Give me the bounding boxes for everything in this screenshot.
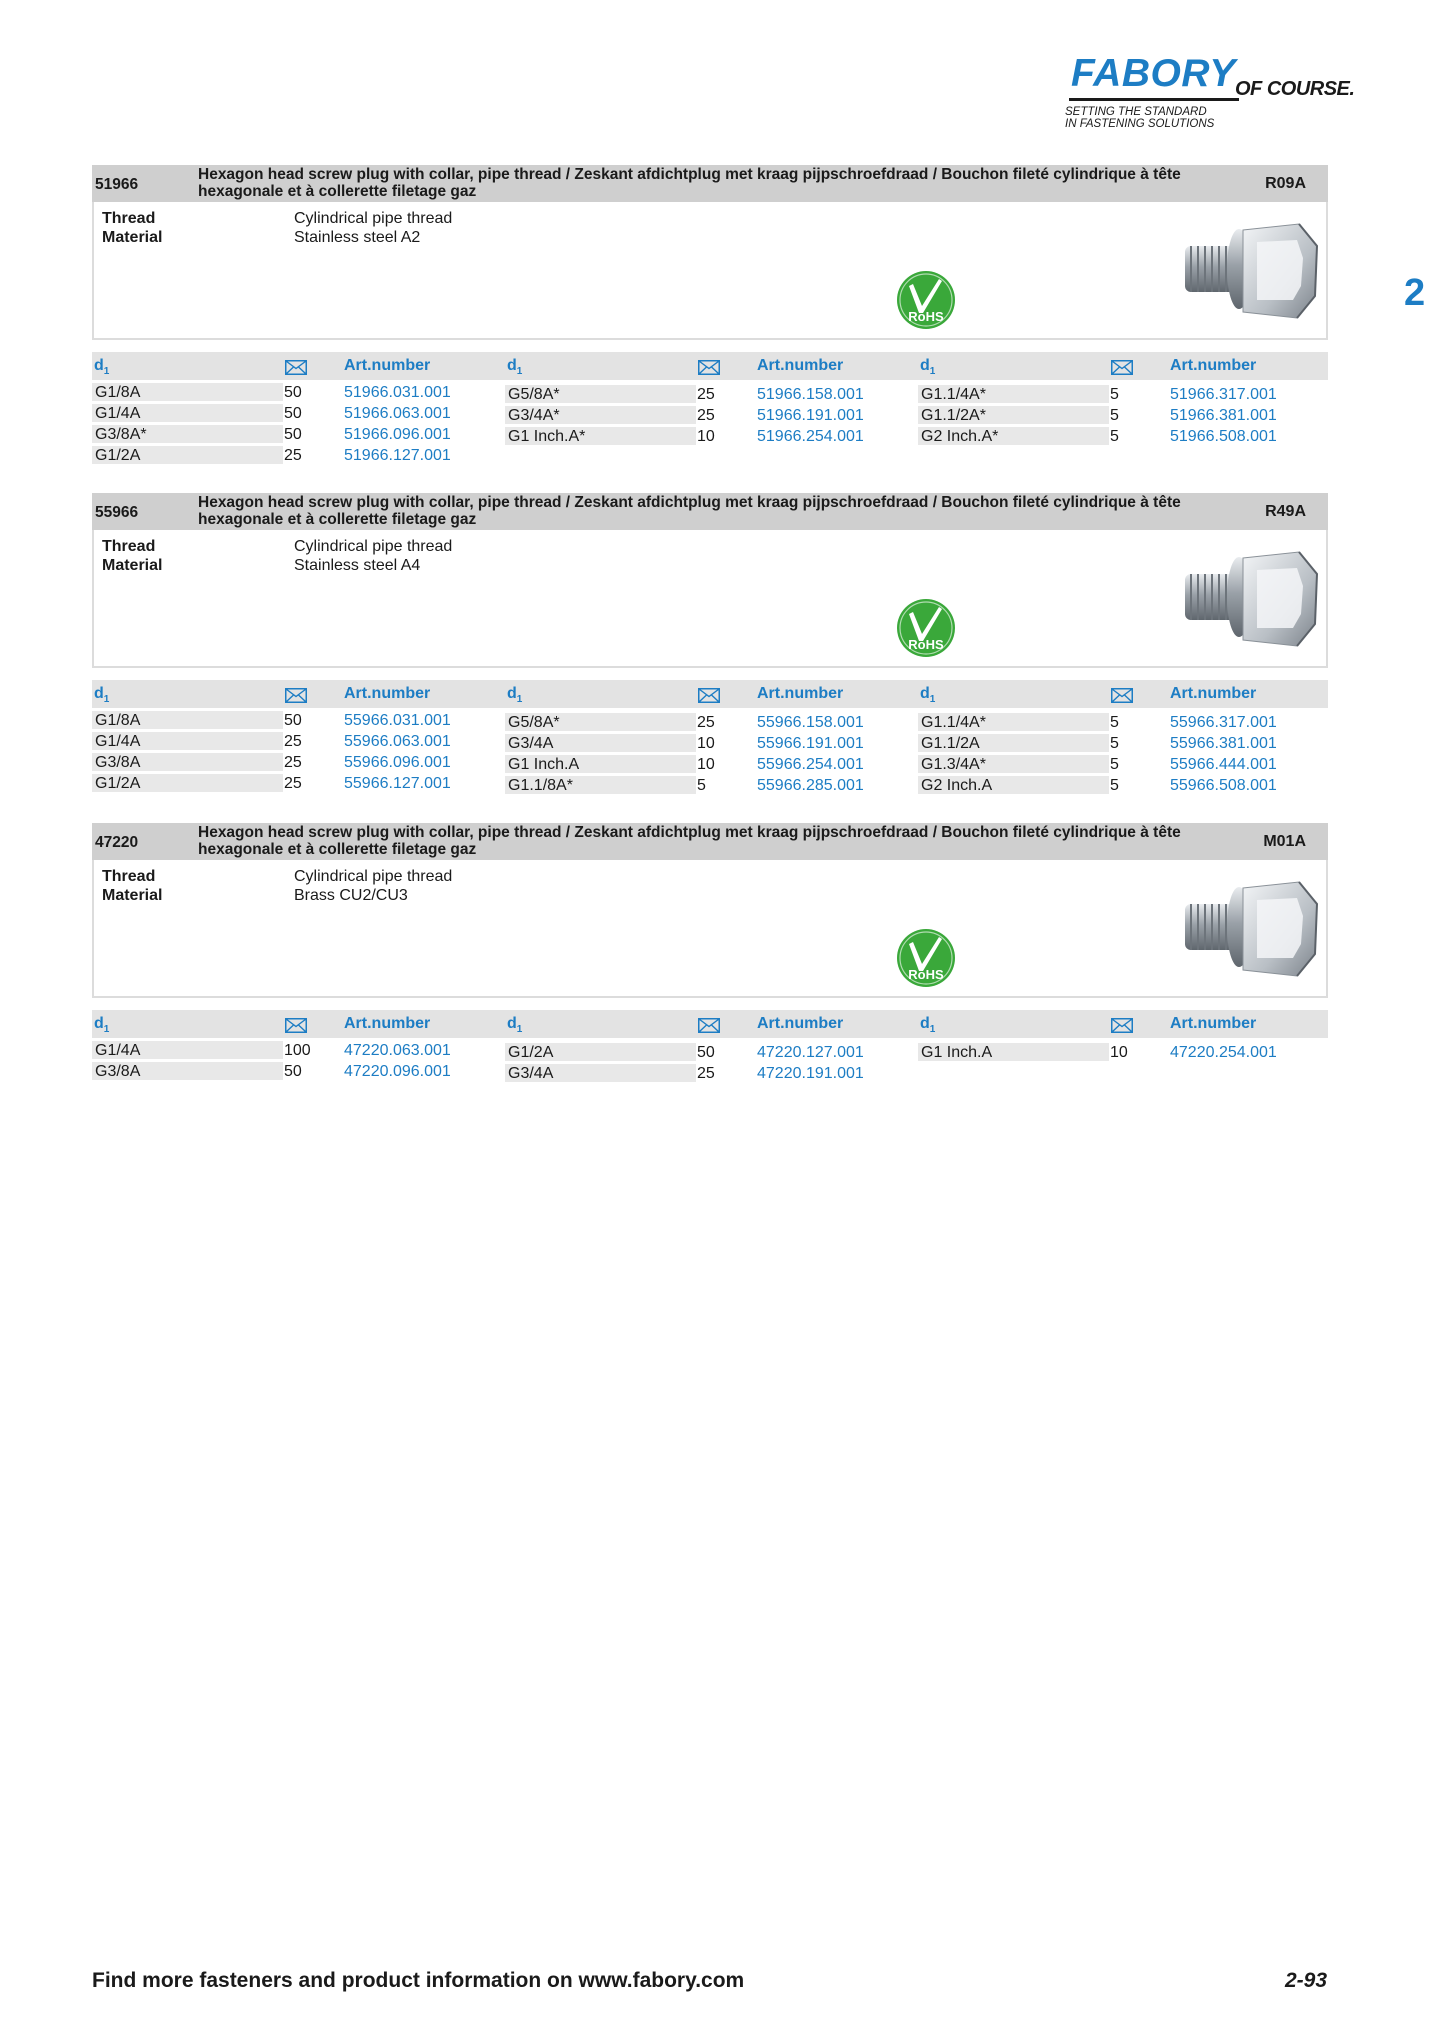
logo-underline [1069,98,1239,101]
col-header-art-number: Art.number [344,1015,431,1032]
table-header [92,1010,1328,1038]
envelope-icon [1111,360,1133,375]
cell-quantity: 5 [1110,735,1119,752]
cell-quantity: 5 [697,777,706,794]
cell-quantity: 25 [284,733,302,750]
cell-art-number[interactable]: 55966.381.001 [1170,735,1277,752]
cell-art-number[interactable]: 55966.508.001 [1170,777,1277,794]
d-label: d [507,1015,517,1032]
cell-art-number[interactable]: 55966.031.001 [344,712,451,729]
d-subscript: 1 [103,366,110,378]
cell-diameter: G2 Inch.A [918,776,1109,794]
cell-diameter: G1.1/4A* [918,713,1109,731]
cell-quantity: 50 [284,1063,302,1080]
spec-key: Material [102,229,163,246]
col-header-d1 [94,685,109,705]
col-header-d1 [920,1015,935,1035]
cell-art-number[interactable]: 55966.096.001 [344,754,451,771]
cell-quantity: 10 [697,735,715,752]
d-label: d [920,357,930,374]
spec-key: Material [102,887,163,904]
cell-quantity: 5 [1110,428,1119,445]
d-label: d [507,357,517,374]
spec-value: Stainless steel A2 [294,229,421,246]
article-table [92,1010,1328,1110]
screw-plug-image [1181,216,1321,326]
rohs-icon [896,928,956,988]
product-grade: M01A [1263,833,1306,850]
cell-diameter: G1/8A [92,383,283,401]
product-section-51966 [92,165,1328,464]
logo-slogan: OF COURSE. [1235,78,1355,100]
col-header-d1 [920,685,935,705]
cell-diameter: G3/4A [505,734,696,752]
cell-quantity: 25 [697,386,715,403]
d-subscript: 1 [103,694,110,706]
cell-diameter: G2 Inch.A* [918,427,1109,445]
article-table [92,680,1328,794]
cell-art-number[interactable]: 51966.031.001 [344,384,451,401]
logo-tagline-1: SETTING THE STANDARD [1065,106,1207,118]
cell-art-number[interactable]: 51966.096.001 [344,426,451,443]
product-section-47220 [92,823,1328,1110]
table-header [92,352,1328,380]
product-title: Hexagon head screw plug with collar, pipe thread / Zeskant afdichtplug met kraag pijpschroefdraad / Bouchon fileté cylindrique à tête hexagonale et à collerette filetage gaz [198,166,1181,200]
cell-diameter: G3/4A [505,1064,696,1082]
table-header [92,680,1328,708]
cell-art-number[interactable]: 55966.317.001 [1170,714,1277,731]
spec-key: Thread [102,210,156,227]
cell-diameter: G1.1/2A [918,734,1109,752]
cell-quantity: 25 [697,1065,715,1082]
envelope-icon [1111,688,1133,703]
section-header [92,493,1328,530]
col-header-art-number: Art.number [1170,685,1257,702]
col-header-art-number: Art.number [344,357,431,374]
cell-quantity: 5 [1110,777,1119,794]
cell-diameter: G1/4A [92,732,283,750]
col-header-art-number: Art.number [757,685,844,702]
cell-art-number[interactable]: 51966.158.001 [757,386,864,403]
spec-key: Material [102,557,163,574]
d-label: d [920,685,930,702]
product-grade: R49A [1265,503,1306,520]
col-header-d1 [507,1015,522,1035]
rohs-label: RoHS [908,967,944,982]
rohs-icon [896,270,956,330]
article-table [92,352,1328,464]
spec-value: Cylindrical pipe thread [294,210,453,227]
cell-art-number[interactable]: 55966.191.001 [757,735,864,752]
cell-quantity: 5 [1110,386,1119,403]
spec-key: Thread [102,538,156,555]
screw-plug-image [1181,874,1321,984]
cell-quantity: 10 [697,756,715,773]
cell-quantity: 5 [1110,407,1119,424]
col-header-art-number: Art.number [757,357,844,374]
d-subscript: 1 [929,694,936,706]
spec-box [92,860,1328,998]
cell-diameter: G1/4A [92,1041,283,1059]
cell-diameter: G1/2A [505,1043,696,1061]
cell-diameter: G1 Inch.A [918,1043,1109,1061]
fabory-logo [1063,52,1363,132]
rohs-label: RoHS [908,309,944,324]
cell-diameter: G1.3/4A* [918,755,1109,773]
spec-box [92,202,1328,340]
cell-art-number[interactable]: 55966.158.001 [757,714,864,731]
d-subscript: 1 [929,1024,936,1036]
d-subscript: 1 [516,694,523,706]
cell-diameter: G1/4A [92,404,283,422]
cell-diameter: G5/8A* [505,385,696,403]
cell-diameter: G1/2A [92,774,283,792]
cell-art-number[interactable]: 51966.317.001 [1170,386,1277,403]
rohs-label: RoHS [908,637,944,652]
product-code[interactable]: 47220 [95,834,139,851]
envelope-icon [285,360,307,375]
product-code[interactable]: 55966 [95,504,139,521]
col-header-d1 [507,685,522,705]
logo-tagline [1065,106,1214,130]
col-header-d1 [94,1015,109,1035]
cell-art-number[interactable]: 51966.508.001 [1170,428,1277,445]
cell-art-number[interactable]: 47220.191.001 [757,1065,864,1082]
d-subscript: 1 [929,366,936,378]
cell-quantity: 10 [697,428,715,445]
section-header [92,165,1328,202]
cell-diameter: G1.1/2A* [918,406,1109,424]
rohs-icon [896,598,956,658]
cell-quantity: 50 [284,384,302,401]
envelope-icon [698,1018,720,1033]
spec-key: Thread [102,868,156,885]
cell-quantity: 25 [284,447,302,464]
cell-art-number[interactable]: 47220.254.001 [1170,1044,1277,1061]
section-header [92,823,1328,860]
cell-art-number[interactable]: 47220.063.001 [344,1042,451,1059]
spec-box [92,530,1328,668]
cell-art-number[interactable]: 55966.063.001 [344,733,451,750]
cell-art-number[interactable]: 51966.254.001 [757,428,864,445]
cell-diameter: G1/8A [92,711,283,729]
screw-plug-image [1181,544,1321,654]
d-label: d [94,685,104,702]
cell-quantity: 5 [1110,756,1119,773]
col-header-d1 [507,357,522,377]
footer-text[interactable]: Find more fasteners and product information on www.fabory.com [92,1969,745,1992]
envelope-icon [1111,1018,1133,1033]
d-subscript: 1 [516,366,523,378]
envelope-icon [698,360,720,375]
product-code[interactable]: 51966 [95,176,139,193]
cell-quantity: 50 [284,426,302,443]
spec-value: Stainless steel A4 [294,557,421,574]
cell-art-number[interactable]: 51966.381.001 [1170,407,1277,424]
cell-quantity: 100 [284,1042,311,1059]
col-header-art-number: Art.number [1170,357,1257,374]
page-number: 2-93 [1285,1969,1328,1992]
envelope-icon [285,688,307,703]
d-subscript: 1 [516,1024,523,1036]
d-label: d [507,685,517,702]
product-title: Hexagon head screw plug with collar, pipe thread / Zeskant afdichtplug met kraag pijpschroefdraad / Bouchon fileté cylindrique à tête hexagonale et à collerette filetage gaz [198,494,1181,528]
spec-value: Brass CU2/CU3 [294,887,408,904]
cell-quantity: 25 [284,775,302,792]
cell-quantity: 5 [1110,714,1119,731]
logo-tagline-2: IN FASTENING SOLUTIONS [1065,118,1215,130]
cell-diameter: G3/8A* [92,425,283,443]
col-header-art-number: Art.number [344,685,431,702]
cell-art-number[interactable]: 51966.063.001 [344,405,451,422]
col-header-d1 [94,357,109,377]
envelope-icon [285,1018,307,1033]
cell-art-number[interactable]: 55966.254.001 [757,756,864,773]
cell-quantity: 25 [697,714,715,731]
col-header-art-number: Art.number [1170,1015,1257,1032]
cell-art-number[interactable]: 55966.444.001 [1170,756,1277,773]
envelope-icon [698,688,720,703]
spec-value: Cylindrical pipe thread [294,538,453,555]
chapter-number: 2 [1404,272,1426,314]
cell-art-number[interactable]: 47220.127.001 [757,1044,864,1061]
cell-diameter: G3/8A [92,753,283,771]
cell-diameter: G1/2A [92,446,283,464]
d-label: d [920,1015,930,1032]
cell-art-number[interactable]: 47220.096.001 [344,1063,451,1080]
product-title: Hexagon head screw plug with collar, pipe thread / Zeskant afdichtplug met kraag pijpschroefdraad / Bouchon fileté cylindrique à tête hexagonale et à collerette filetage gaz [198,824,1181,858]
cell-diameter: G3/4A* [505,406,696,424]
cell-art-number[interactable]: 55966.285.001 [757,777,864,794]
cell-quantity: 25 [697,407,715,424]
cell-diameter: G1.1/4A* [918,385,1109,403]
product-grade: R09A [1265,175,1306,192]
d-subscript: 1 [103,1024,110,1036]
d-label: d [94,357,104,374]
cell-quantity: 50 [284,405,302,422]
cell-art-number[interactable]: 55966.127.001 [344,775,451,792]
cell-art-number[interactable]: 51966.127.001 [344,447,451,464]
cell-diameter: G1.1/8A* [505,776,696,794]
product-section-55966 [92,493,1328,794]
cell-quantity: 50 [284,712,302,729]
cell-quantity: 50 [697,1044,715,1061]
d-label: d [94,1015,104,1032]
cell-quantity: 25 [284,754,302,771]
cell-diameter: G1 Inch.A* [505,427,696,445]
spec-value: Cylindrical pipe thread [294,868,453,885]
cell-quantity: 10 [1110,1044,1128,1061]
cell-diameter: G5/8A* [505,713,696,731]
cell-diameter: G1 Inch.A [505,755,696,773]
cell-diameter: G3/8A [92,1062,283,1080]
logo-brand: FABORY [1071,52,1236,95]
col-header-d1 [920,357,935,377]
cell-art-number[interactable]: 51966.191.001 [757,407,864,424]
col-header-art-number: Art.number [757,1015,844,1032]
